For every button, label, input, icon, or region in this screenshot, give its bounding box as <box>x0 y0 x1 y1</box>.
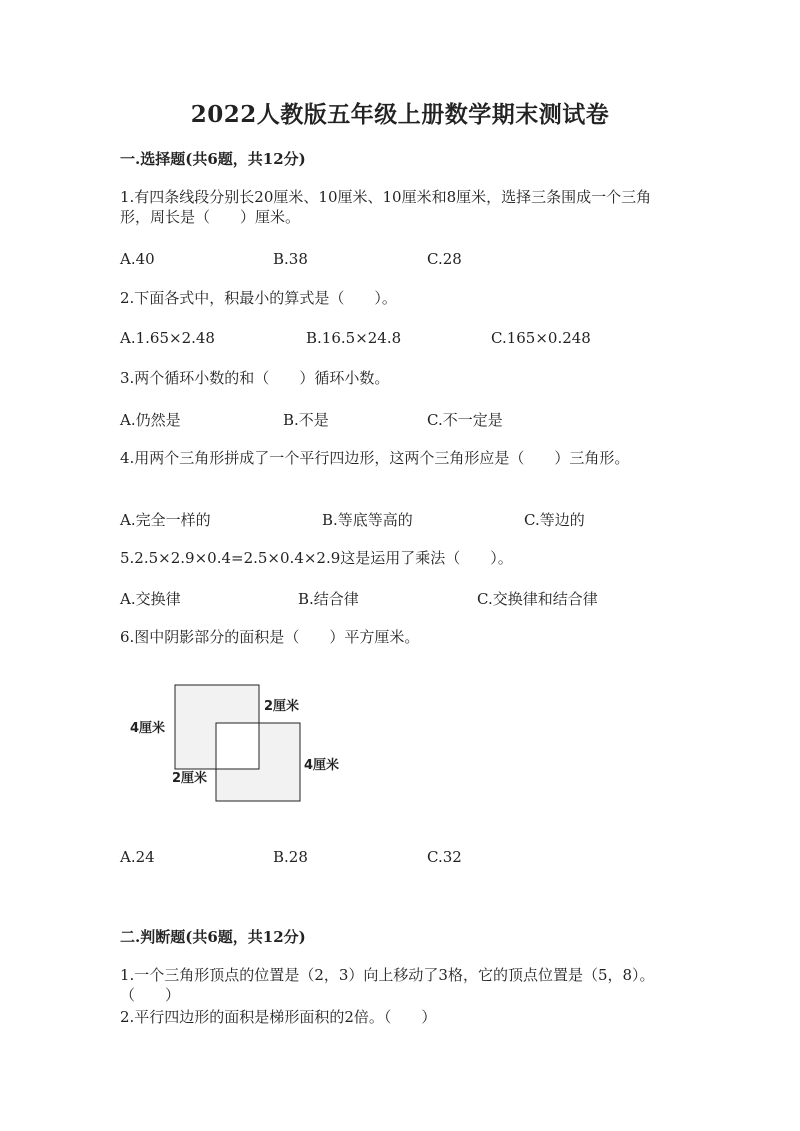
question-4: 4.用两个三角形拼成了一个平行四边形，这两个三角形应是（ ）三角形。 <box>120 449 630 467</box>
q6-option-b: B.28 <box>273 848 308 866</box>
section-heading-choice: 一.选择题(共6题，共12分) <box>120 150 306 168</box>
q1-option-b: B.38 <box>273 250 308 268</box>
q2-option-b: B.16.5×24.8 <box>306 329 402 347</box>
judge-question-2: 2.平行四边形的面积是梯形面积的2倍。（ ） <box>120 1008 437 1026</box>
label-right-side: 4厘米 <box>304 758 340 773</box>
q1-option-c: C.28 <box>427 250 462 268</box>
question-5: 5.2.5×2.9×0.4=2.5×0.4×2.9这是运用了乘法（ ）。 <box>120 549 513 567</box>
q5-option-a: A.交换律 <box>120 590 181 608</box>
question-1: 1.有四条线段分别长20厘米、10厘米、10厘米和8厘米，选择三条围成一个三角形，周长是（ ）厘米。 <box>120 188 652 226</box>
question-2: 2.下面各式中，积最小的算式是（ ）。 <box>120 289 397 307</box>
page-title: 2022人教版五年级上册数学期末测试卷 <box>190 101 610 128</box>
q2-option-a: A.1.65×2.48 <box>120 329 215 347</box>
q5-option-b: B.结合律 <box>298 590 359 608</box>
q3-option-c: C.不一定是 <box>427 411 503 429</box>
question-6: 6.图中阴影部分的面积是（ ）平方厘米。 <box>120 628 420 646</box>
q2-option-c: C.165×0.248 <box>491 329 591 347</box>
q3-option-b: B.不是 <box>283 411 329 429</box>
q6-option-c: C.32 <box>427 848 462 866</box>
q1-option-a: A.40 <box>120 250 155 268</box>
q4-option-a: A.完全一样的 <box>120 511 211 529</box>
section-heading-judge: 二.判断题(共6题，共12分) <box>120 928 306 946</box>
overlapping-squares-figure <box>128 676 358 806</box>
label-bottom-offset: 2厘米 <box>172 771 208 786</box>
judge-question-1: 1.一个三角形顶点的位置是（2，3）向上移动了3格，它的顶点位置是（5，8）。（ ） <box>120 966 655 1004</box>
question-3: 3.两个循环小数的和（ ）循环小数。 <box>120 369 390 387</box>
label-left-side: 4厘米 <box>130 721 166 736</box>
q6-option-a: A.24 <box>120 848 155 866</box>
q4-option-b: B.等底等高的 <box>322 511 413 529</box>
overlap-region <box>216 723 259 769</box>
q3-option-a: A.仍然是 <box>120 411 181 429</box>
label-top-offset: 2厘米 <box>264 699 300 714</box>
q4-option-c: C.等边的 <box>524 511 585 529</box>
q5-option-c: C.交换律和结合律 <box>477 590 598 608</box>
